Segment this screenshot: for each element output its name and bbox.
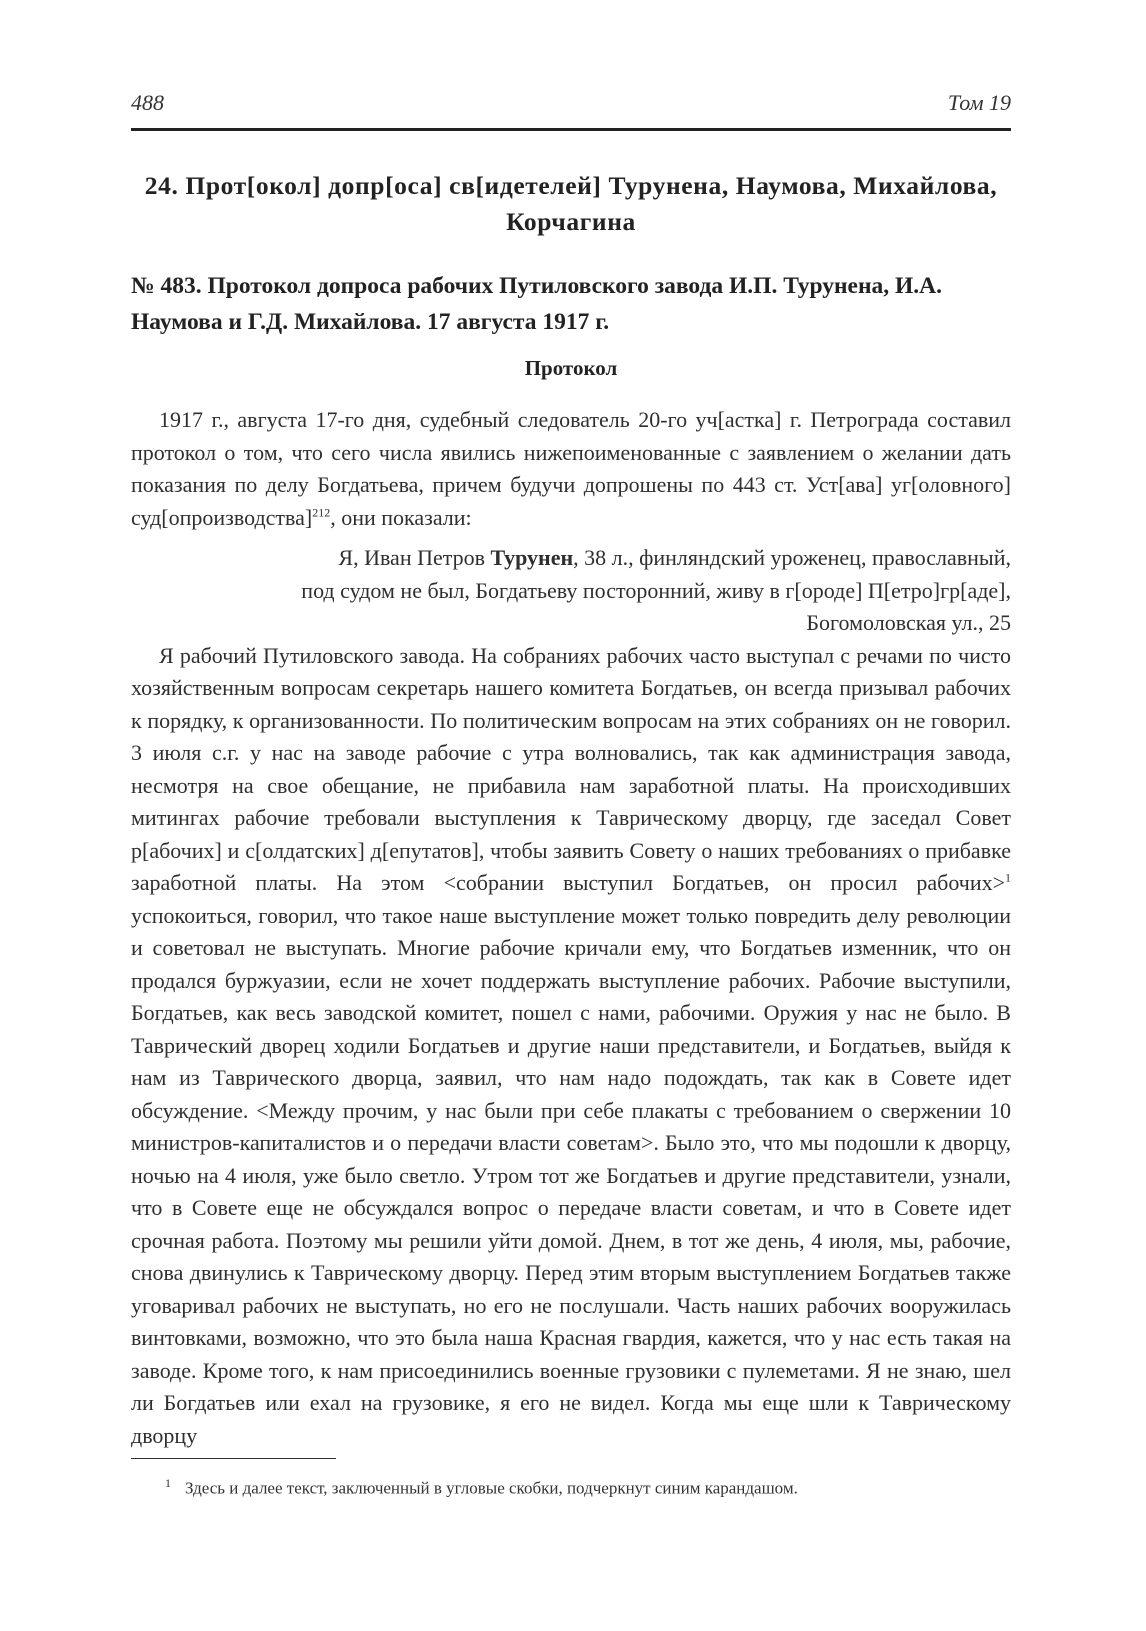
footnote-text: Здесь и далее текст, заключенный в угловые скобки, подчеркнут синим карандашом. <box>185 1478 798 1498</box>
page-number: 488 <box>131 90 164 115</box>
witness-line-2: под судом не был, Богдатьеву посторонний, живу в г[ороде] П[етро]гр[аде], <box>301 577 1011 603</box>
footnote <box>165 1476 1011 1499</box>
witness-line-1: Я, Иван Петров Турунен, 38 л., финляндский уроженец, православный, <box>338 545 1011 570</box>
footnote-rule <box>131 1458 336 1459</box>
witness-name: Турунен <box>490 545 574 570</box>
volume-label: Том 19 <box>947 90 1011 115</box>
footnote-ref-1: 1 <box>1005 870 1011 885</box>
witness-line-3: Богомоловская ул., 25 <box>806 610 1011 635</box>
document-title: № 483. Протокол допроса рабочих Путиловского завода И.П. Турунена, И.А. Наумова и Г.Д. Михайлова. 17 августа 1917 г. <box>131 273 942 335</box>
running-head <box>131 90 1011 116</box>
footnote-ref-212: 212 <box>312 505 331 520</box>
witness-details <box>131 542 1011 640</box>
intro-paragraph: 1917 г., августа 17-го дня, судебный следователь 20-го уч[астка] г. Петрограда составил протокол о том, что сего числа явились нижепоименованные с заявлением о желании дать показания по делу Богдатьева, причем будучи допрошены по 443 ст. Уст[ава] уг[оловного] суд[опроизводства]$^{212}$, они показали: <box>131 407 1011 530</box>
footnote-number: 1 <box>165 1476 171 1490</box>
testimony-paragraph: Я рабочий Путиловского завода. На собраниях рабочих часто выступал с речами по чисто хозяйственным вопросам секретарь нашего комитета Богдатьев, он всегда призывал рабочих к порядку, к организованности. По политическим вопросам на этих собраниях он не говорил. 3 июля с.г. у нас на заводе рабочие с утра волновались, так как администрация завода, несмотря на свое обещание, не прибавила нам заработной платы. На происходивших митингах рабочие требовали выступления к Таврическому дворцу, где заседал Совет р[абочих] и с[олдатских] д[епутатов], чтобы заявить Совету о наших требованиях о прибавке заработной платы. На этом <собрании выступил Богдатьев, он просил рабочих>$^1$ успокоиться, говорил, что такое наше выступление может только повредить делу революции и советовал не выступать. Многие рабочие кричали ему, что Богдатьев изменник, что он продался буржуазии, если не хочет поддержать выступление рабочих. Рабочие выступили, Богдатьев, как весь заводской комитет, пошел с нами, рабочими. Оружия у нас не было. В Таврический дворец ходили Богдатьев и другие наши представители, и Богдатьев, выйдя к нам из Таврического дворца, заявил, что нам надо подождать, так как в Совете идет обсуждение. <Между прочим, у нас были при себе плакаты с требованием о свержении 10 министров-капиталистов и о передачи власти советам>. Было это, что мы подошли к дворцу, ночью на 4 июля, уже было светло. Утром тот же Богдатьев и другие представители, узнали, что в Совете еще не обсуждался вопрос о передаче власти советам, и что в Совете идет срочная работа. Поэтому мы решили уйти домой. Днем, в тот же день, 4 июля, мы, рабочие, снова двинулись к Таврическому дворцу. Перед этим вторым выступлением Богдатьев также уговаривал рабочих не выступать, но его не послушали. Часть наших рабочих вооружилась винтовками, возможно, что это была наша Красная гвардия, кажется, что у нас есть такая на заводе. Кроме того, к нам присоединились военные грузовики с пулеметами. Я не знаю, шел ли Богдатьев или ехал на грузовике, я его не видел. Когда мы еще шли к Таврическому дворцу <box>131 642 1011 1448</box>
body-text <box>131 404 1011 1452</box>
document-subtitle: Протокол <box>524 356 618 380</box>
section-title: 24. Прот[окол] допр[оса] св[идетелей] Турунена, Наумова, Михайлова, Корчагина <box>144 171 998 236</box>
header-rule <box>131 128 1011 131</box>
